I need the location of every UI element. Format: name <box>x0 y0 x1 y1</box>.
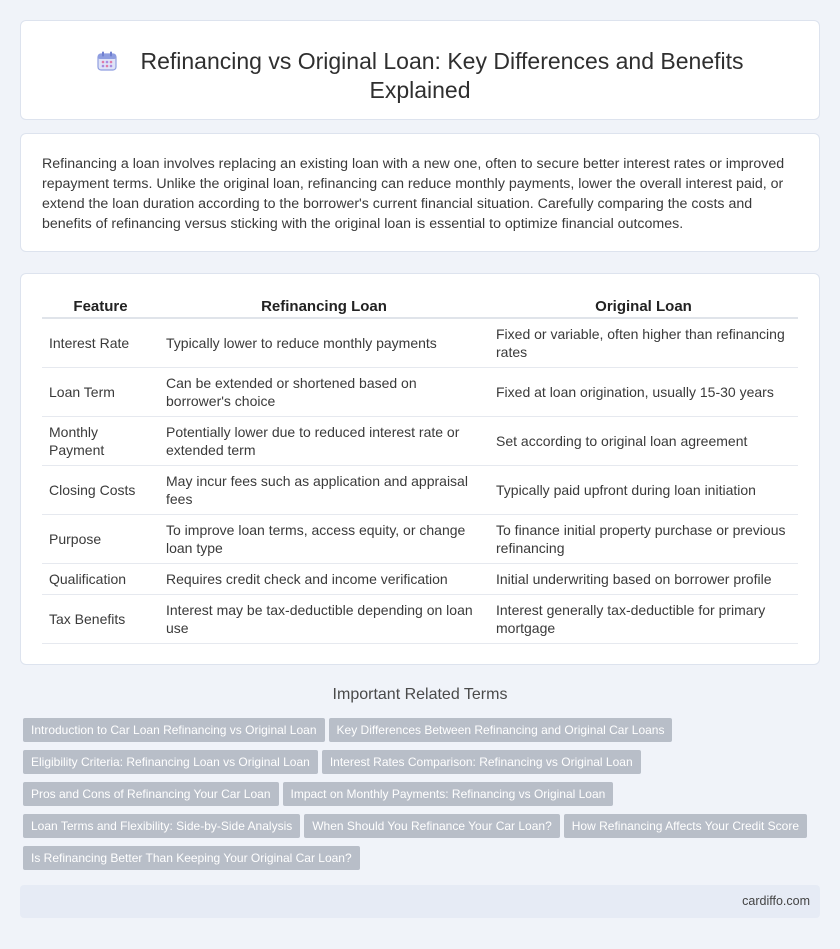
related-terms-title: Important Related Terms <box>332 686 508 703</box>
original-cell: To finance initial property purchase or previous refinancing <box>489 515 798 564</box>
page-title <box>21 47 819 105</box>
original-cell: Set according to original loan agreement <box>489 417 798 466</box>
related-tag[interactable]: Loan Terms and Flexibility: Side-by-Side Analysis <box>23 814 300 838</box>
intro-card <box>20 133 820 252</box>
title-line-1: Refinancing vs Original Loan: Key Differences and Benefits <box>140 48 744 74</box>
table-row <box>42 368 798 417</box>
footer-site-link[interactable]: cardiffo.com <box>742 894 810 908</box>
intro-text: Refinancing a loan involves replacing an existing loan with a new one, often to secure better interest rates or improved repayment terms. Unlike the original loan, refinancing can reduce monthly payments, lower the overall interest paid, or extend the loan duration according to the borrower's current financial situation. Carefully comparing the costs and benefits of refinancing versus sticking with the original loan is essential to optimize financial outcomes. <box>42 156 785 232</box>
tag-row <box>23 718 823 750</box>
refinancing-cell: Can be extended or shortened based on borrower's choice <box>159 368 489 417</box>
feature-cell: Loan Term <box>42 368 159 417</box>
title-line-2: Explained <box>369 77 471 103</box>
tag-row <box>23 750 823 782</box>
header-refinancing: Refinancing Loan <box>159 294 489 319</box>
refinancing-cell: To improve loan terms, access equity, or change loan type <box>159 515 489 564</box>
feature-cell: Interest Rate <box>42 319 159 368</box>
comparison-table <box>42 294 798 644</box>
related-tag[interactable]: Interest Rates Comparison: Refinancing vs Original Loan <box>322 750 641 774</box>
tag-row <box>23 814 823 846</box>
header-feature: Feature <box>42 294 159 319</box>
comparison-card <box>20 273 820 665</box>
tag-row <box>23 782 823 814</box>
original-cell: Initial underwriting based on borrower profile <box>489 564 798 595</box>
feature-cell: Monthly Payment <box>42 417 159 466</box>
refinancing-cell: Interest may be tax-deductible depending on loan use <box>159 595 489 644</box>
header-original: Original Loan <box>489 294 798 319</box>
table-row <box>42 417 798 466</box>
feature-cell: Closing Costs <box>42 466 159 515</box>
original-cell: Interest generally tax-deductible for primary mortgage <box>489 595 798 644</box>
related-tag[interactable]: Is Refinancing Better Than Keeping Your Original Car Loan? <box>23 846 360 870</box>
related-tag[interactable]: Introduction to Car Loan Refinancing vs Original Loan <box>23 718 325 742</box>
feature-cell: Purpose <box>42 515 159 564</box>
related-tag[interactable]: Key Differences Between Refinancing and Original Car Loans <box>329 718 673 742</box>
tag-row <box>23 846 823 878</box>
calendar-icon <box>96 50 118 72</box>
table-row <box>42 595 798 644</box>
feature-cell: Qualification <box>42 564 159 595</box>
refinancing-cell: Requires credit check and income verification <box>159 564 489 595</box>
original-cell: Fixed or variable, often higher than refinancing rates <box>489 319 798 368</box>
related-tag[interactable]: When Should You Refinance Your Car Loan? <box>304 814 560 838</box>
refinancing-cell: Potentially lower due to reduced interest rate or extended term <box>159 417 489 466</box>
related-tag[interactable]: Eligibility Criteria: Refinancing Loan vs Original Loan <box>23 750 318 774</box>
refinancing-cell: Typically lower to reduce monthly payments <box>159 319 489 368</box>
feature-cell: Tax Benefits <box>42 595 159 644</box>
footer <box>20 885 820 918</box>
table-row <box>42 466 798 515</box>
table-header-row <box>42 294 798 319</box>
related-tags <box>23 718 823 878</box>
related-tag[interactable]: Pros and Cons of Refinancing Your Car Loan <box>23 782 279 806</box>
related-tag[interactable]: Impact on Monthly Payments: Refinancing vs Original Loan <box>283 782 614 806</box>
original-cell: Typically paid upfront during loan initiation <box>489 466 798 515</box>
related-tag[interactable]: How Refinancing Affects Your Credit Score <box>564 814 807 838</box>
title-card <box>20 20 820 120</box>
refinancing-cell: May incur fees such as application and appraisal fees <box>159 466 489 515</box>
table-row <box>42 319 798 368</box>
table-row <box>42 515 798 564</box>
original-cell: Fixed at loan origination, usually 15-30 years <box>489 368 798 417</box>
table-row <box>42 564 798 595</box>
